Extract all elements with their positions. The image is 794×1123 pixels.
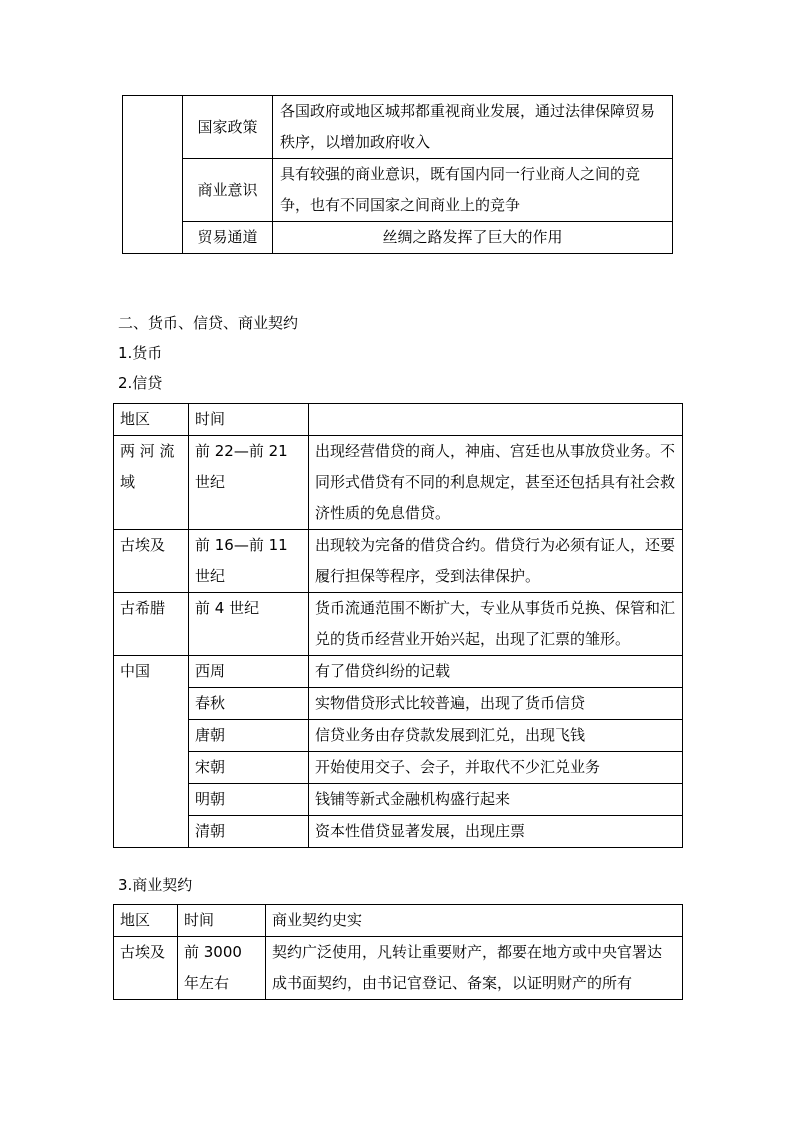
contract-table xyxy=(113,904,683,1000)
table-row xyxy=(123,222,673,254)
header-desc: 商业契约史实 xyxy=(266,905,683,937)
table-row xyxy=(114,656,683,688)
table-row xyxy=(114,688,683,720)
region-cell: 两 河 流 域 xyxy=(114,436,189,530)
table-row xyxy=(114,752,683,784)
header-region: 地区 xyxy=(114,404,189,436)
header-time: 时间 xyxy=(189,404,309,436)
subsection-contract: 3.商业契约 xyxy=(118,876,193,894)
region-cell: 中国 xyxy=(114,656,189,848)
desc-cell: 实物借贷形式比较普遍，出现了货币信贷 xyxy=(309,688,683,720)
desc-cell: 出现经营借贷的商人，神庙、宫廷也从事放贷业务。不同形式借贷有不同的利息规定，甚至还包括具有社会救济性质的免息借贷。 xyxy=(309,436,683,530)
table-row xyxy=(123,96,673,159)
time-cell: 西周 xyxy=(189,656,309,688)
subsection-currency: 1.货币 xyxy=(118,344,163,362)
region-cell: 古埃及 xyxy=(114,530,189,593)
table-row xyxy=(114,816,683,848)
desc-cell: 钱铺等新式金融机构盛行起来 xyxy=(309,784,683,816)
merged-category-cell xyxy=(123,96,183,254)
desc-cell: 信贷业务由存贷款发展到汇兑，出现飞钱 xyxy=(309,720,683,752)
region-cell: 古埃及 xyxy=(114,937,178,1000)
factor-text: 丝绸之路发挥了巨大的作用 xyxy=(273,222,673,254)
table-row xyxy=(114,784,683,816)
trade-factors-table xyxy=(122,95,673,254)
table-header-row xyxy=(114,404,683,436)
time-cell: 前 22—前 21 世纪 xyxy=(189,436,309,530)
time-cell: 前 4 世纪 xyxy=(189,593,309,656)
time-cell: 春秋 xyxy=(189,688,309,720)
time-cell: 清朝 xyxy=(189,816,309,848)
credit-table xyxy=(113,403,683,848)
table-row xyxy=(114,530,683,593)
time-cell: 宋朝 xyxy=(189,752,309,784)
desc-cell: 货币流通范围不断扩大，专业从事货币兑换、保管和汇兑的货币经营业开始兴起，出现了汇票的雏形。 xyxy=(309,593,683,656)
factor-text: 具有较强的商业意识，既有国内同一行业商人之间的竞争，也有不同国家之间商业上的竞争 xyxy=(273,159,673,222)
table-row xyxy=(114,436,683,530)
time-cell: 明朝 xyxy=(189,784,309,816)
factor-text: 各国政府或地区城邦都重视商业发展，通过法律保障贸易秩序，以增加政府收入 xyxy=(273,96,673,159)
table-row xyxy=(123,159,673,222)
subsection-credit: 2.信贷 xyxy=(118,374,163,392)
header-region: 地区 xyxy=(114,905,178,937)
header-time: 时间 xyxy=(178,905,266,937)
desc-cell: 开始使用交子、会子，并取代不少汇兑业务 xyxy=(309,752,683,784)
factor-label: 商业意识 xyxy=(183,159,273,222)
time-cell: 唐朝 xyxy=(189,720,309,752)
time-cell: 前 3000 年左右 xyxy=(178,937,266,1000)
header-desc xyxy=(309,404,683,436)
factor-label: 国家政策 xyxy=(183,96,273,159)
desc-cell: 资本性借贷显著发展，出现庄票 xyxy=(309,816,683,848)
table-row xyxy=(114,593,683,656)
time-cell: 前 16—前 11 世纪 xyxy=(189,530,309,593)
factor-label: 贸易通道 xyxy=(183,222,273,254)
table-header-row xyxy=(114,905,683,937)
desc-cell: 契约广泛使用，凡转让重要财产，都要在地方或中央官署达成书面契约，由书记官登记、备案，以证明财产的所有 xyxy=(266,937,683,1000)
desc-cell: 有了借贷纠纷的记载 xyxy=(309,656,683,688)
region-cell: 古希腊 xyxy=(114,593,189,656)
table-row xyxy=(114,720,683,752)
table-row xyxy=(114,937,683,1000)
desc-cell: 出现较为完备的借贷合约。借贷行为必须有证人，还要履行担保等程序，受到法律保护。 xyxy=(309,530,683,593)
section-heading: 二、货币、信贷、商业契约 xyxy=(118,314,299,332)
